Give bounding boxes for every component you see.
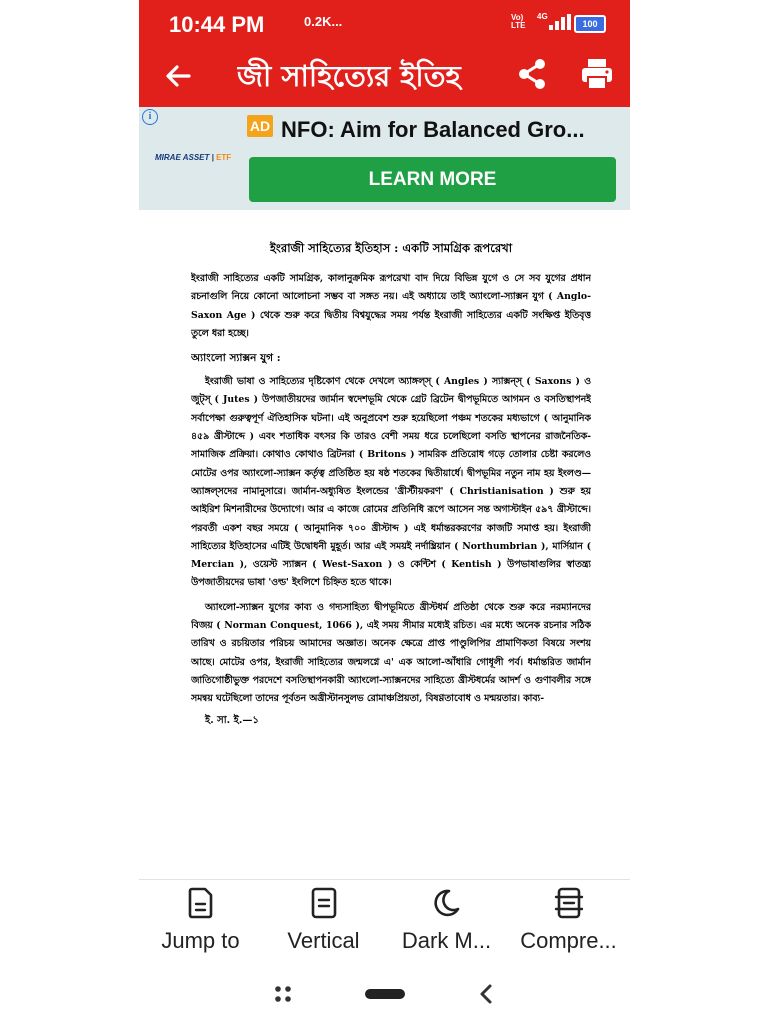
jump-to-button[interactable] [139, 886, 262, 962]
print-button[interactable] [579, 56, 615, 92]
network-type: 4G [537, 12, 548, 21]
share-icon [515, 56, 551, 92]
vertical-scroll-icon [309, 886, 339, 920]
section-heading: অ্যাংলো স্যাক্সন যুগ : [191, 352, 281, 365]
document-page [191, 240, 591, 880]
arrow-left-icon [161, 58, 197, 94]
nav-label-dark-mode: Dark M... [401, 928, 492, 953]
phone-screen [139, 0, 630, 1024]
bottom-nav [139, 880, 630, 964]
nav-label-compress: Compre... [520, 928, 617, 953]
app-bar [139, 46, 630, 107]
compress-button[interactable] [507, 886, 630, 962]
nav-label-vertical: Vertical [287, 928, 360, 953]
battery-icon: 100 [574, 15, 606, 33]
ad-banner[interactable] [139, 107, 630, 210]
recents-icon [273, 984, 293, 1004]
moon-icon [432, 886, 462, 920]
advertiser-logo-suffix: ETF [216, 153, 232, 162]
document-paragraph-1: ইংরাজী ভাষা ও সাহিত্যের দৃষ্টিকোণ থেকে দেখলে অ্যাঙ্গল্স্ ( Angles ) স্যাক্সন্স্ ( Saxons ) ও জুট্স্ ( Jutes ) উপজাতীয়দের জার্মান স্বদেশভূমি থেকে গ্রেট ব্রিটেন দ্বীপভূমিতে আগমন ও বসতিস্থাপনই সর্বাপেক্ষা গুরুত্বপূর্ণ ঐতিহাসিক ঘটনা। এই অনুপ্রবেশ শুরু হয়েছিলো পঞ্চম শতকের মধ্যভাগে ( আনুমানিক ৪৫৯ খ্রীস্টাব্দে ) এবং শতাধিক বৎসর কি তারও বেশী সময় ধরে চলেছিলো বসতি স্থাপনের রাজনৈতিক-সামাজিক প্রক্রিয়া। কোথাও কোথাও ব্রিটনরা ( Britons ) সামরিক প্রতিরোধ গড়ে তোলার চেষ্টা করলেও মোটের ওপর অ্যাংলো-স্যাক্সন কর্তৃত্ব প্রতিষ্ঠিত হয় ষষ্ঠ শতকের দ্বিতীয়ার্ধে। দ্বীপভূমির নতুন নাম হয় ইংলণ্ড—অ্যাঙ্গল্সদের নামানুসারে। জার্মান-অধ্যুষিত ইংলন্ডের 'খ্রীস্টীয়করণ' ( Christianisation ) শুরু হয় আইরিশ মিশনারীদের উদ্যোগে। আর এ কাজে রোমের প্রতিনিধি রূপে আসেন সন্ত অগাস্টাইন ৫৯৭ খ্রীস্টাব্দে। পরবর্তী একশ বছর সময়ে ( আনুমানিক ৭০০ খ্রীস্টাব্দ ) এই ধর্মান্তরকরণের কাজটি সমাপ্ত হয়। ইংরাজী সাহিত্যের ইতিহাসের এটিই উদ্বোধনী মুহূর্ত। আর এই সময়ই নর্দাম্ব্রিয়ান ( Northumbrian ), মার্সিয়ান ( Mercian ), ওয়েস্ট স্যাক্সন ( West-Saxon ) ও কেন্টিশ ( Kentish ) উপভাষাগুলির স্বাতন্ত্র্য উপজাতীয়দের ভাষা 'ওল্ড' ইংলিশে চিহ্নিত হতে থাকে। [191, 376, 591, 589]
compress-icon [554, 886, 584, 920]
home-pill-icon[interactable] [365, 989, 405, 999]
document-intro: ইংরাজী সাহিত্যের একটি সামগ্রিক, কালানুক্রমিক রূপরেখা বাদ দিয়ে বিভিন্ন যুগে ও সে সব যুগের প্রধান রচনাগুলি নিয়ে কোনো আলোচনা সম্ভব বা সঙ্গত নয়। এই অধ্যায়ে তাই অ্যাংলো-স্যাক্সন যুগ ( Anglo-Saxon Age ) থেকে শুরু করে দ্বিতীয় বিশ্বযুদ্ধের সময় পর্যন্ত ইংরাজী সাহিত্যের একটি সংক্ষিপ্ত ইতিবৃত্ত তুলে ধরা হচ্ছে। [191, 273, 591, 339]
share-button[interactable] [515, 56, 551, 92]
network-speed: 0.2K... [304, 14, 343, 29]
page-title: জী সাহিত্যের ইতিহ [237, 59, 461, 93]
document-title: ইংরাজী সাহিত্যের ইতিহাস : একটি সামগ্রিক রূপরেখা [269, 241, 513, 255]
volte-bottom: LTE [511, 21, 526, 30]
back-button[interactable] [161, 58, 197, 94]
chevron-left-icon [475, 982, 497, 1006]
print-icon [579, 56, 615, 92]
volte-indicator [511, 14, 526, 30]
recents-button[interactable] [273, 984, 293, 1004]
nav-label-jump-to: Jump to [161, 928, 240, 953]
ad-badge: AD [247, 115, 273, 137]
advertiser-logo: MIRAE ASSET | ETF [155, 153, 232, 162]
document-paragraph-2: অ্যাংলো-স্যাক্সন যুগের কাব্য ও গদ্যসাহিত্য দ্বীপভূমিতে খ্রীস্টধর্ম প্রতিষ্ঠা থেকে শুরু করে নরম্যানদের বিজয় ( Norman Conquest, 1066 ), এই সময় সীমার মধ্যেই রচিত। এর মধ্যে অনেক রচনার সঠিক তারিখ ও রচয়িতার পরিচয় আমাদের অজ্ঞাত। অনেক ক্ষেত্রে প্রাপ্ত পাণ্ডুলিপির প্রামাণিকতা বিষয়ে সংশয় আছে। মোটের ওপর, ইংরাজী সাহিত্যের জন্মলগ্নে এ' এক আলো-আঁধারি গোধূলী পর্ব। ধর্মান্তরিত জার্মান জাতিগোষ্ঠীভুক্ত পরদেশে বসতিস্থাপনকারী অ্যাংলো-স্যাক্সনদের সাহিত্যে খ্রীস্টধর্মের আদর্শ ও গুণাবলীর সঙ্গে সমন্বয় ঘটেছিলো তাদের পূর্বতন অখ্রীস্টানসুলভ রোমাঞ্চপ্রিয়তা, বিষণ্ণতাবোধ ও মন্ময়তার। কাব্য- [191, 601, 591, 705]
system-back-button[interactable] [475, 982, 497, 1006]
ad-headline[interactable]: NFO: Aim for Balanced Gro... [281, 117, 585, 142]
learn-more-button[interactable]: LEARN MORE [249, 157, 616, 202]
system-nav-bar [139, 964, 630, 1024]
page-footer: ই. সা. ই.—১ [205, 714, 259, 726]
signal-icon [549, 14, 571, 30]
status-bar [139, 0, 630, 46]
status-time: 10:44 PM [169, 12, 265, 37]
document-icon [186, 886, 216, 920]
top-bar [139, 0, 630, 107]
dark-mode-button[interactable] [385, 886, 508, 962]
vertical-button[interactable] [262, 886, 385, 962]
ad-info-icon[interactable]: i [142, 109, 158, 125]
advertiser-logo-text: MIRAE ASSET [155, 153, 210, 162]
volte-top: Vo) [511, 13, 524, 22]
